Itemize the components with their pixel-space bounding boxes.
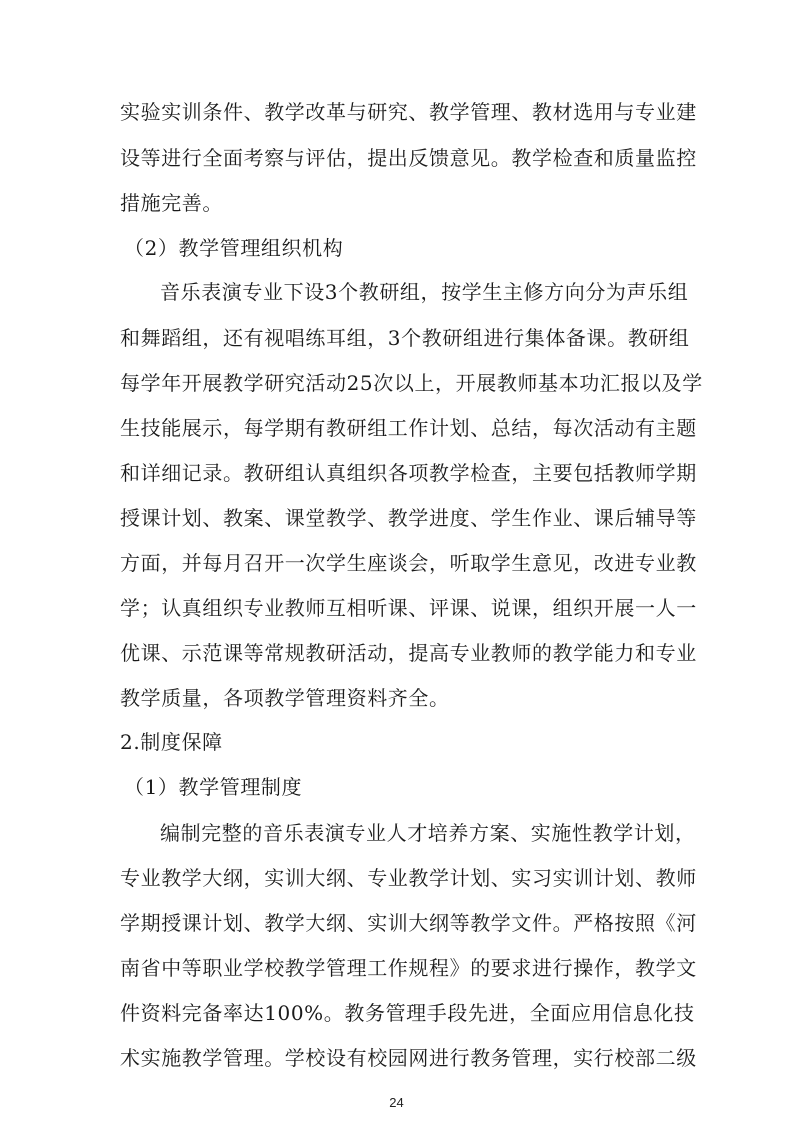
body-text-line: 每学年开展教学研究活动25次以上，开展教师基本功汇报以及学 — [120, 371, 703, 395]
body-text-line: 学；认真组织专业教师互相听课、评课、说课，组织开展一人一 — [120, 596, 697, 620]
body-text-line: 方面，并每月召开一次学生座谈会，听取学生意见，改进专业教 — [120, 551, 697, 575]
body-text-line: 措施完善。 — [120, 191, 223, 215]
body-text-line: 编制完整的音乐表演专业人才培养方案、实施性教学计划， — [160, 821, 696, 845]
body-text-line: 设等进行全面考察与评估，提出反馈意见。教学检查和质量监控 — [120, 146, 697, 170]
body-text-line: 件资料完备率达100%。教务管理手段先进，全面应用信息化技 — [120, 1001, 695, 1025]
section-subheading: （1）教学管理制度 — [124, 775, 303, 799]
body-text-line: 实验实训条件、教学改革与研究、教学管理、教材选用与专业建 — [120, 100, 697, 124]
section-subheading: （2）教学管理组织机构 — [124, 236, 344, 260]
body-text-line: 和舞蹈组，还有视唱练耳组，3个教研组进行集体备课。教研组 — [120, 326, 690, 350]
body-text-line: 术实施教学管理。学校设有校园网进行教务管理，实行校部二级 — [120, 1046, 697, 1070]
body-text-line: 授课计划、教案、课堂教学、教学进度、学生作业、课后辅导等 — [120, 506, 697, 530]
body-text-line: 音乐表演专业下设3个教研组，按学生主修方向分为声乐组 — [160, 280, 689, 304]
body-text-line: 教学质量，各项教学管理资料齐全。 — [120, 686, 450, 710]
body-text-line: 生技能展示，每学期有教研组工作计划、总结，每次活动有主题 — [120, 416, 697, 440]
page-number: 24 — [389, 1095, 404, 1110]
body-text-line: 和详细记录。教研组认真组织各项教学检查，主要包括教师学期 — [120, 461, 697, 485]
body-text-line: 专业教学大纲，实训大纲、专业教学计划、实习实训计划、教师 — [120, 866, 697, 890]
section-heading: 2.制度保障 — [120, 730, 223, 754]
body-text-line: 优课、示范课等常规教研活动，提高专业教师的教学能力和专业 — [120, 641, 697, 665]
body-text-line: 学期授课计划、教学大纲、实训大纲等教学文件。严格按照《河 — [120, 911, 697, 935]
body-text-line: 南省中等职业学校教学管理工作规程》的要求进行操作，教学文 — [120, 956, 697, 980]
